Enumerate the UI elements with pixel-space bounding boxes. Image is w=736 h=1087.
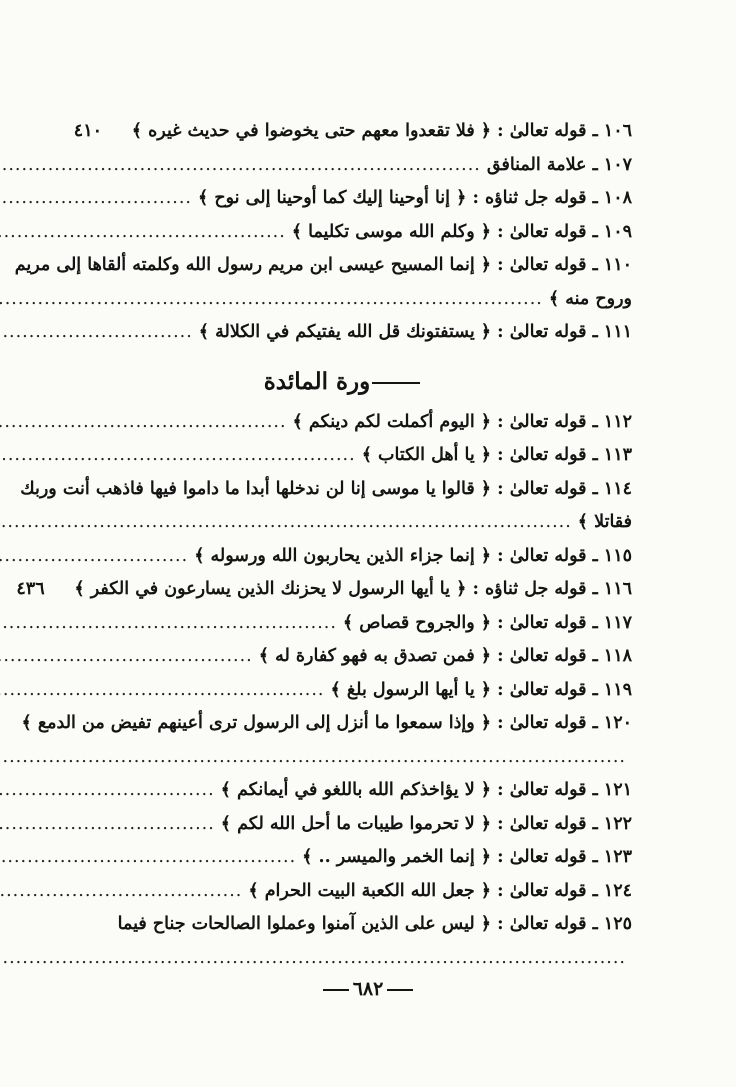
toc-line — [92, 640, 632, 674]
toc-line — [92, 908, 632, 942]
toc-line — [92, 741, 632, 775]
toc-entry — [92, 908, 632, 975]
toc-entry — [92, 674, 632, 708]
toc-entries-before — [14, 115, 632, 350]
page-number: ٦٨٢ — [352, 978, 384, 1000]
toc-entry — [92, 182, 632, 216]
toc-entry — [92, 640, 632, 674]
entry-title: ١١٣ ـ قوله تعالىٰ : ﴿ يا أهل الكتاب ﴾ — [361, 445, 632, 465]
toc-line — [92, 149, 632, 183]
dot-leader — [0, 741, 632, 775]
section-heading — [92, 350, 632, 406]
entry-title: ١٢٤ ـ قوله تعالىٰ : ﴿ جعل الله الكعبة البيت الحرام ﴾ — [248, 880, 632, 901]
toc-line — [92, 316, 632, 350]
toc-entry — [16, 573, 632, 607]
toc-line — [73, 115, 632, 149]
entry-title: ١٠٧ ـ علامة المنافق — [486, 154, 632, 175]
entry-title: ١٠٨ ـ قوله جل ثناؤه : ﴿ إنا أوحينا إليك كما أوحينا إلى نوح ﴾ — [198, 188, 632, 208]
toc-entries-after — [16, 406, 632, 976]
entry-title: ١٢١ ـ قوله تعالىٰ : ﴿ لا يؤاخذكم الله باللغو في أيمانكم ﴾ — [220, 780, 632, 800]
entry-title: ١٠٩ ـ قوله تعالىٰ : ﴿ وكلم الله موسى تكليما ﴾ — [291, 221, 632, 242]
entry-title: ١١٦ ـ قوله جل ثناؤه : ﴿ يا أيها الرسول لا يحزنك الذين يسارعون في الكفر ﴾ — [74, 579, 632, 599]
dot-leader — [0, 774, 221, 808]
toc-entry — [21, 707, 632, 774]
toc-entry — [92, 875, 632, 909]
dot-leader — [0, 841, 302, 875]
entry-page-number: ٤٣٦ — [16, 579, 45, 599]
toc-entry — [92, 406, 632, 440]
dot-leader — [0, 149, 487, 183]
toc-line — [92, 283, 632, 317]
toc-line — [21, 707, 632, 741]
entry-title: ١٢٣ ـ قوله تعالىٰ : ﴿ إنما الخمر والميسر .. ﴾ — [302, 847, 632, 867]
dot-leader — [0, 640, 259, 674]
toc-entry — [73, 115, 632, 149]
entry-title: ١١١ ـ قوله تعالىٰ : ﴿ يستفتونك قل الله يفتيكم في الكلالة ﴾ — [198, 322, 632, 342]
entry-title: وروح منه ﴾ — [548, 288, 632, 309]
entry-title: ١٢٢ ـ قوله تعالىٰ : ﴿ لا تحرموا طيبات ما أحل الله لكم ﴾ — [220, 813, 632, 834]
toc-entry — [92, 540, 632, 574]
toc-line — [92, 808, 632, 842]
toc-entry — [92, 439, 632, 473]
footer-dash — [387, 989, 413, 991]
toc-entry — [14, 249, 632, 316]
toc-line — [92, 216, 632, 250]
dot-leader — [0, 216, 292, 250]
toc-line — [92, 875, 632, 909]
dot-leader — [0, 283, 549, 317]
dot-leader — [0, 540, 194, 574]
entry-title: ١١٠ ـ قوله تعالىٰ : ﴿ إنما المسيح عيسى ابن مريم رسول الله وكلمته ألقاها إلى مريم — [14, 255, 632, 275]
entry-title: ١١٨ ـ قوله تعالىٰ : ﴿ فمن تصدق به فهو كفارة له ﴾ — [258, 646, 632, 666]
toc-line — [92, 439, 632, 473]
toc-line — [92, 774, 632, 808]
toc-line — [92, 841, 632, 875]
dot-leader — [0, 674, 331, 708]
dot-leader — [0, 808, 221, 842]
dot-leader — [0, 439, 362, 473]
toc-entry — [92, 316, 632, 350]
toc-line — [92, 182, 632, 216]
dot-leader — [0, 406, 293, 440]
toc-line — [92, 406, 632, 440]
toc-entry — [20, 473, 632, 540]
toc-line — [92, 942, 632, 976]
entry-title: ١١٧ ـ قوله تعالىٰ : ﴿ والجروح قصاص ﴾ — [342, 612, 632, 633]
toc-line — [92, 540, 632, 574]
dot-leader — [0, 607, 343, 641]
heading-rule — [372, 382, 420, 384]
section-heading-text: ورة المائدة — [263, 367, 371, 395]
toc-line — [92, 506, 632, 540]
toc-line — [92, 607, 632, 641]
toc-entry — [92, 149, 632, 183]
toc-entry — [92, 774, 632, 808]
toc-entry — [92, 607, 632, 641]
toc-entry — [92, 808, 632, 842]
toc-line — [16, 573, 632, 607]
entry-title: ١٠٦ ـ قوله تعالىٰ : ﴿ فلا تقعدوا معهم حتى يخوضوا في حديث غيره ﴾ — [131, 121, 632, 141]
entry-title: ١٢٥ ـ قوله تعالىٰ : ﴿ ليس على الذين آمنوا وعملوا الصالحات جناح فيما — [117, 914, 632, 934]
toc-line — [20, 473, 632, 507]
toc-entry — [92, 216, 632, 250]
entry-page-number: ٤١٠ — [73, 121, 102, 141]
entry-title: ١٢٠ ـ قوله تعالىٰ : ﴿ وإذا سمعوا ما أنزل إلى الرسول ترى أعينهم تفيض من الدمع ﴾ — [21, 713, 632, 733]
dot-leader — [0, 506, 578, 540]
toc-line — [92, 674, 632, 708]
footer-dash — [323, 989, 349, 991]
entry-title: فقاتلا ﴾ — [577, 512, 632, 532]
dot-leader — [0, 316, 199, 350]
entry-title: ١١٢ ـ قوله تعالىٰ : ﴿ اليوم أكملت لكم دينكم ﴾ — [292, 411, 632, 432]
dot-leader — [0, 875, 248, 909]
entry-title: ١١٥ ـ قوله تعالىٰ : ﴿ إنما جزاء الذين يحاربون الله ورسوله ﴾ — [194, 545, 632, 566]
table-of-contents — [14, 115, 632, 975]
entry-title: ١١٤ ـ قوله تعالىٰ : ﴿ قالوا يا موسى إنا لن ندخلها أبدا ما داموا فيها فاذهب أنت وربك — [20, 478, 632, 499]
toc-entry — [92, 841, 632, 875]
entry-title: ١١٩ ـ قوله تعالىٰ : ﴿ يا أيها الرسول بلغ ﴾ — [330, 679, 632, 700]
dot-leader — [0, 942, 632, 976]
page-footer — [0, 978, 736, 1000]
dot-leader — [0, 182, 198, 216]
toc-line — [14, 249, 632, 283]
